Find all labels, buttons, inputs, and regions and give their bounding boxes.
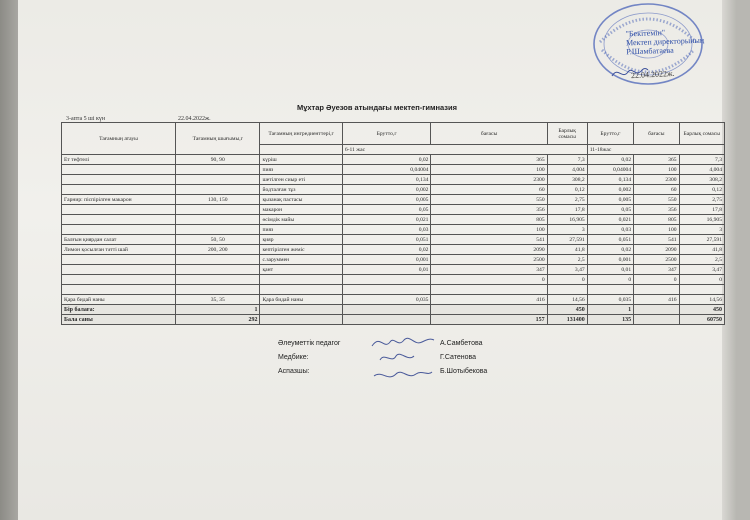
cell-p2: 550 <box>634 195 679 205</box>
cell-p1: 2090 <box>431 245 547 255</box>
cell-p2: 416 <box>634 295 679 305</box>
cell-b2: 0,001 <box>587 255 633 265</box>
menu-date: 22.04.2022ж. <box>178 116 211 122</box>
table-row <box>62 155 725 165</box>
cell-p1: 100 <box>431 225 547 235</box>
cell-b2: 0,05 <box>587 205 633 215</box>
table-row <box>62 185 725 195</box>
cell-b2: 0,005 <box>587 195 633 205</box>
col-brutto-2: Брутто,г <box>587 123 633 145</box>
director-signature <box>610 62 650 84</box>
cell-p1: 60 <box>431 185 547 195</box>
cell-p1: 365 <box>431 155 547 165</box>
table-row <box>62 235 725 245</box>
cell-portion <box>176 225 260 235</box>
menu-table <box>61 122 725 325</box>
col-ingredient: Тағамның ингредиенттері,г <box>260 123 342 145</box>
cell-t2: 3,47 <box>679 265 724 275</box>
cell-t1: 0 <box>547 275 587 285</box>
table-row <box>62 205 725 215</box>
document-page <box>18 0 736 520</box>
cell-ing: макарон <box>260 205 342 215</box>
table-row <box>62 285 725 295</box>
cell-t2: 41,8 <box>679 245 724 255</box>
cell-b2 <box>587 285 633 295</box>
cell-t1: 41,8 <box>547 245 587 255</box>
cell-dish: Қара бидай наны <box>62 295 176 305</box>
desk-edge <box>0 0 18 520</box>
cell-p1: 0 <box>431 275 547 285</box>
cell-p2: 100 <box>634 225 679 235</box>
col-price: бағасы <box>431 123 547 145</box>
table-row <box>62 215 725 225</box>
approval-line-2: Мектеп директорының <box>625 35 705 48</box>
approval-line-3: Р.Шамбатаева <box>626 45 674 57</box>
cell-t2: 16,905 <box>679 215 724 225</box>
cell-p2: 2500 <box>634 255 679 265</box>
cell-ing: пияз <box>260 225 342 235</box>
cell-b1: 0,005 <box>342 195 431 205</box>
per-child-row <box>62 305 725 315</box>
cell-t2: 308,2 <box>679 175 724 185</box>
cell-portion: 90, 90 <box>176 155 260 165</box>
cell-p1: 100 <box>431 165 547 175</box>
cell-b2: 0,04004 <box>587 165 633 175</box>
col-price-2: бағасы <box>634 123 679 145</box>
cell-ing: йодталған тұз <box>260 185 342 195</box>
cell-b2: 0,134 <box>587 175 633 185</box>
cell-p2: 356 <box>634 205 679 215</box>
cell-b2: 0,01 <box>587 265 633 275</box>
cell-dish <box>62 175 176 185</box>
cell-portion: 35, 35 <box>176 295 260 305</box>
cell-t1: 27,591 <box>547 235 587 245</box>
cell-t2: 27,591 <box>679 235 724 245</box>
cell-dish <box>62 275 176 285</box>
cell-dish: Гарнир: піспірілген макарон <box>62 195 176 205</box>
cell-dish <box>62 285 176 295</box>
menu-body <box>62 155 725 305</box>
table-row <box>62 195 725 205</box>
signature-name-3: Б.Шотыбекова <box>440 368 488 375</box>
cell-ing: пияз <box>260 165 342 175</box>
col-total: Барлық сомасы <box>547 123 587 145</box>
cell-b2: 0 <box>587 275 633 285</box>
table-row <box>62 255 725 265</box>
cell-b1: 0,134 <box>342 175 431 185</box>
cell-p2: 0 <box>634 275 679 285</box>
cell-b1: 0,01 <box>342 265 431 275</box>
per-child-count-2: 1 <box>587 305 633 315</box>
cell-portion <box>176 215 260 225</box>
cell-t2: 17,8 <box>679 205 724 215</box>
col-portion: Тағамның шығымы,г <box>176 123 260 155</box>
cell-t1: 16,905 <box>547 215 587 225</box>
cell-dish <box>62 205 176 215</box>
signature-role-3: Аспазшы: <box>278 368 310 375</box>
cell-ing: күріш <box>260 155 342 165</box>
cell-t1: 3 <box>547 225 587 235</box>
cell-b1: 0,02 <box>342 155 431 165</box>
cell-b1: 0,04004 <box>342 165 431 175</box>
table-row <box>62 265 725 275</box>
col-brutto: Брутто,г <box>342 123 431 145</box>
children-row <box>62 315 725 325</box>
cell-t1: 308,2 <box>547 175 587 185</box>
cell-p1: 550 <box>431 195 547 205</box>
cell-t1: 2,5 <box>547 255 587 265</box>
children-count: 292 <box>176 315 260 325</box>
cell-b1: 0,03 <box>342 225 431 235</box>
children-total-1: 131400 <box>547 315 587 325</box>
cell-portion <box>176 275 260 285</box>
cell-ing: өсімдік майы <box>260 215 342 225</box>
table-row <box>62 165 725 175</box>
cell-b2: 0,021 <box>587 215 633 225</box>
cell-ing: қызанақ пастасы <box>260 195 342 205</box>
cell-dish <box>62 225 176 235</box>
cell-t1: 17,8 <box>547 205 587 215</box>
cell-b2: 0,035 <box>587 295 633 305</box>
cell-ing: с.заруммен <box>260 255 342 265</box>
cell-p2: 541 <box>634 235 679 245</box>
approval-block <box>626 27 705 57</box>
cell-t2: 2,75 <box>679 195 724 205</box>
cell-p2 <box>634 285 679 295</box>
col-total-2: Барлық сомасы <box>679 123 724 145</box>
cell-t1: 2,75 <box>547 195 587 205</box>
cell-portion <box>176 285 260 295</box>
cell-ing: шетілген сиыр еті <box>260 175 342 185</box>
cell-p1: 347 <box>431 265 547 275</box>
table-row <box>62 245 725 255</box>
cell-b1: 0,05 <box>342 205 431 215</box>
signature-role-2: Медбике: <box>278 354 309 361</box>
cell-p2: 347 <box>634 265 679 275</box>
cell-portion <box>176 255 260 265</box>
signature-role-1: Әлеуметтік педагог <box>278 340 341 347</box>
cell-b1 <box>342 275 431 285</box>
cell-portion: 200, 200 <box>176 245 260 255</box>
menu-day: 3-апта 5 ші күн <box>66 116 106 122</box>
children-label: Бала саны <box>62 315 176 325</box>
per-child-total-2: 450 <box>679 305 724 315</box>
children-p1: 157 <box>431 315 547 325</box>
cell-t2: 0,12 <box>679 185 724 195</box>
cell-t2: 7,3 <box>679 155 724 165</box>
cell-portion <box>176 205 260 215</box>
cell-dish: Лимон қосылған тәтті шай <box>62 245 176 255</box>
cell-b1: 0,035 <box>342 295 431 305</box>
col-dish: Тағамның атауы <box>62 123 176 155</box>
cell-portion: 50, 50 <box>176 235 260 245</box>
table-row <box>62 225 725 235</box>
cell-ing <box>260 285 342 295</box>
cell-p2: 2300 <box>634 175 679 185</box>
cell-t1: 14,56 <box>547 295 587 305</box>
cell-b1: 0,051 <box>342 235 431 245</box>
signature-name-1: А.Самбетова <box>440 340 483 347</box>
cell-t1: 4,004 <box>547 165 587 175</box>
cell-b1: 0,02 <box>342 245 431 255</box>
cell-p1: 2300 <box>431 175 547 185</box>
cell-dish <box>62 255 176 265</box>
cell-b1: 0,002 <box>342 185 431 195</box>
cell-dish: Ет тефтелі <box>62 155 176 165</box>
cell-t1 <box>547 285 587 295</box>
cell-b2: 0,051 <box>587 235 633 245</box>
cell-p2: 365 <box>634 155 679 165</box>
cell-portion <box>176 175 260 185</box>
table-row <box>62 175 725 185</box>
cell-p1: 805 <box>431 215 547 225</box>
cell-ing: кептірілген жеміс <box>260 245 342 255</box>
cell-ing <box>260 275 342 285</box>
cell-b2: 0,02 <box>587 155 633 165</box>
cell-b1: 0,001 <box>342 255 431 265</box>
cell-b1: 0,021 <box>342 215 431 225</box>
cell-b1 <box>342 285 431 295</box>
signature-name-2: Г.Сатенова <box>440 354 477 361</box>
cell-ing: Қара бидай наны <box>260 295 342 305</box>
table-row <box>62 295 725 305</box>
per-child-label: Бір балаға: <box>62 305 176 315</box>
cell-t2: 4,004 <box>679 165 724 175</box>
children-count-2: 135 <box>587 315 633 325</box>
cell-dish <box>62 265 176 275</box>
cell-t1: 0,12 <box>547 185 587 195</box>
cell-p2: 60 <box>634 185 679 195</box>
cell-portion: 130, 150 <box>176 195 260 205</box>
cell-dish <box>62 215 176 225</box>
approval-date: 22.04.2022ж. <box>630 68 675 81</box>
cell-p1 <box>431 285 547 295</box>
handwritten-signatures <box>368 334 438 388</box>
cell-t2: 0 <box>679 275 724 285</box>
children-total-2: 60750 <box>679 315 724 325</box>
cell-ing: қияр <box>260 235 342 245</box>
cell-t1: 7,3 <box>547 155 587 165</box>
cell-b2: 0,03 <box>587 225 633 235</box>
per-child-count: 1 <box>176 305 260 315</box>
age-group-1: 6-11 жас <box>342 145 587 155</box>
approval-line-1: "Бекітемін" <box>625 27 666 39</box>
cell-t1: 3,47 <box>547 265 587 275</box>
age-group-2: 11-18жас <box>587 145 724 155</box>
cell-b2: 0,02 <box>587 245 633 255</box>
cell-ing: қант <box>260 265 342 275</box>
cell-portion <box>176 185 260 195</box>
cell-portion <box>176 265 260 275</box>
cell-p1: 416 <box>431 295 547 305</box>
cell-t2: 2,5 <box>679 255 724 265</box>
per-child-total-1: 450 <box>547 305 587 315</box>
cell-t2: 3 <box>679 225 724 235</box>
cell-dish <box>62 185 176 195</box>
cell-t2: 14,56 <box>679 295 724 305</box>
cell-p2: 2090 <box>634 245 679 255</box>
cell-p1: 541 <box>431 235 547 245</box>
cell-t2 <box>679 285 724 295</box>
cell-p1: 356 <box>431 205 547 215</box>
cell-p2: 805 <box>634 215 679 225</box>
cell-p2: 100 <box>634 165 679 175</box>
table-row <box>62 275 725 285</box>
cell-dish <box>62 165 176 175</box>
cell-b2: 0,002 <box>587 185 633 195</box>
cell-p1: 2500 <box>431 255 547 265</box>
cell-portion <box>176 165 260 175</box>
cell-dish: Балғын қиярдан салат <box>62 235 176 245</box>
page-title: Мұхтар Әуезов атындағы мектеп-гимназия <box>296 103 458 112</box>
